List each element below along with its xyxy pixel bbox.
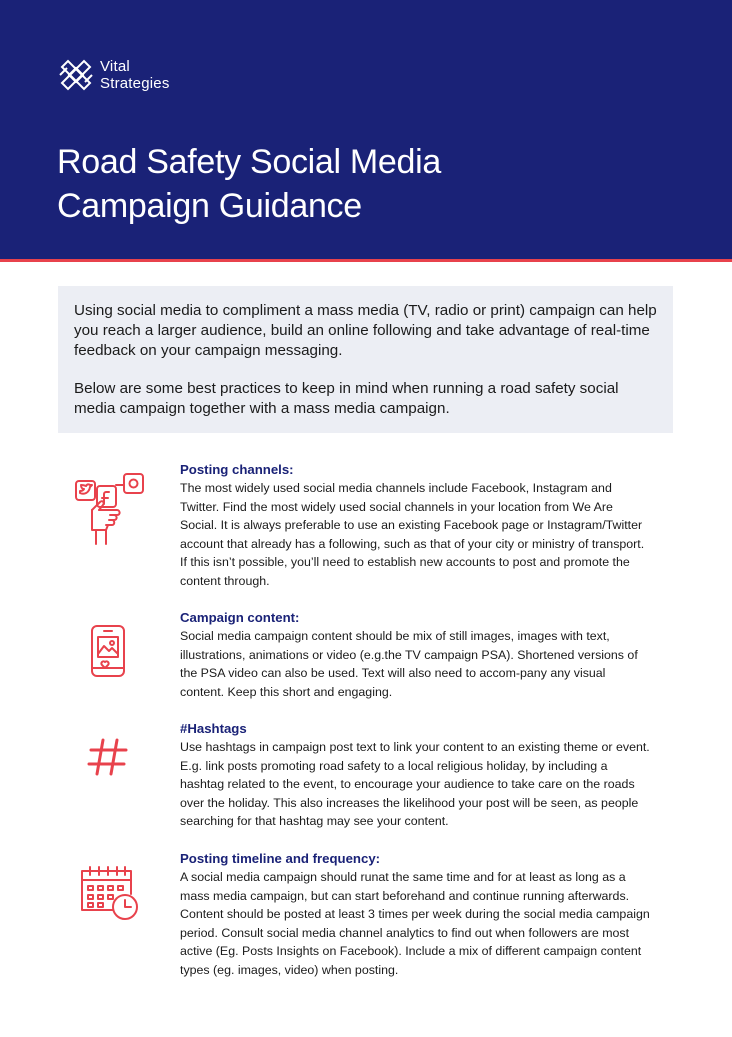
section-heading: Posting channels: <box>180 462 294 477</box>
page-title <box>57 140 441 228</box>
section-body: Use hashtags in campaign post text to link your content to an existing theme or event. E.g. link posts promoting road safety to a local religious holiday, by including a hashtag related to the event, to encourage your audience to take care on the roads over the holiday. This also increases the likelihood your post will be seen, as people searching for that hashtag may see your content. <box>180 740 650 829</box>
section-posting-channels <box>180 461 650 591</box>
intro-paragraph: Using social media to compliment a mass media (TV, radio or print) campaign can help you reach a larger audience, build an online following and take advantage of real-time feedback on your campaign messaging. <box>74 302 657 359</box>
smartphone-image-icon <box>90 624 126 678</box>
brand-name <box>100 58 170 92</box>
section-campaign-content <box>180 609 650 701</box>
header-accent-rule <box>0 259 732 262</box>
section-body: A social media campaign should runat the same time and for at least as long as a mass media campaign, but can start beforehand and continue running afterwards. Content should be posted at least 3 times per week during the social media campaign period. Consult social media channel analytics to find out when followers are most active (Eg. Posts Insights on Facebook). Include a mix of different campaign content types (eg. images, video) when posting. <box>180 870 650 977</box>
intro-paragraph: Below are some best practices to keep in mind when running a road safety social media campaign together with a mass media campaign. <box>74 380 619 417</box>
brand-name-line1: Vital <box>100 58 130 75</box>
calendar-clock-icon <box>79 864 141 922</box>
brand-logo <box>58 57 170 93</box>
section-heading: Campaign content: <box>180 610 300 625</box>
section-body: The most widely used social media channels include Facebook, Instagram and Twitter. Find the most widely used social channels in your location from We Are Social. It is always preferable to use an existing Facebook page or Instagram/Twitter account that already has a following, such as that of your city or ministry of transport. If this isn’t possible, you’ll need to establish new accounts to post and promote the content through. <box>180 481 645 588</box>
page-title-line1: Road Safety Social Media <box>57 143 442 181</box>
brand-name-line2: Strategies <box>100 75 170 92</box>
header-banner <box>0 0 732 259</box>
section-heading: #Hashtags <box>180 721 247 736</box>
section-posting-timeline <box>180 850 650 980</box>
hashtag-icon <box>86 737 130 777</box>
section-hashtags <box>180 720 650 831</box>
section-body: Social media campaign content should be mix of still images, images with text, illustrations, animations or video (e.g.the TV campaign PSA). Shortened versions of the PSA video can also be used. Text will also need to accom-pany any visual content. Keep this short and engaging. <box>180 629 638 699</box>
vital-strategies-logo-icon <box>58 57 94 93</box>
social-media-hand-icon <box>74 472 146 546</box>
page-title-line2: Campaign Guidance <box>57 187 362 225</box>
intro-box <box>58 286 673 433</box>
section-heading: Posting timeline and frequency: <box>180 851 381 866</box>
